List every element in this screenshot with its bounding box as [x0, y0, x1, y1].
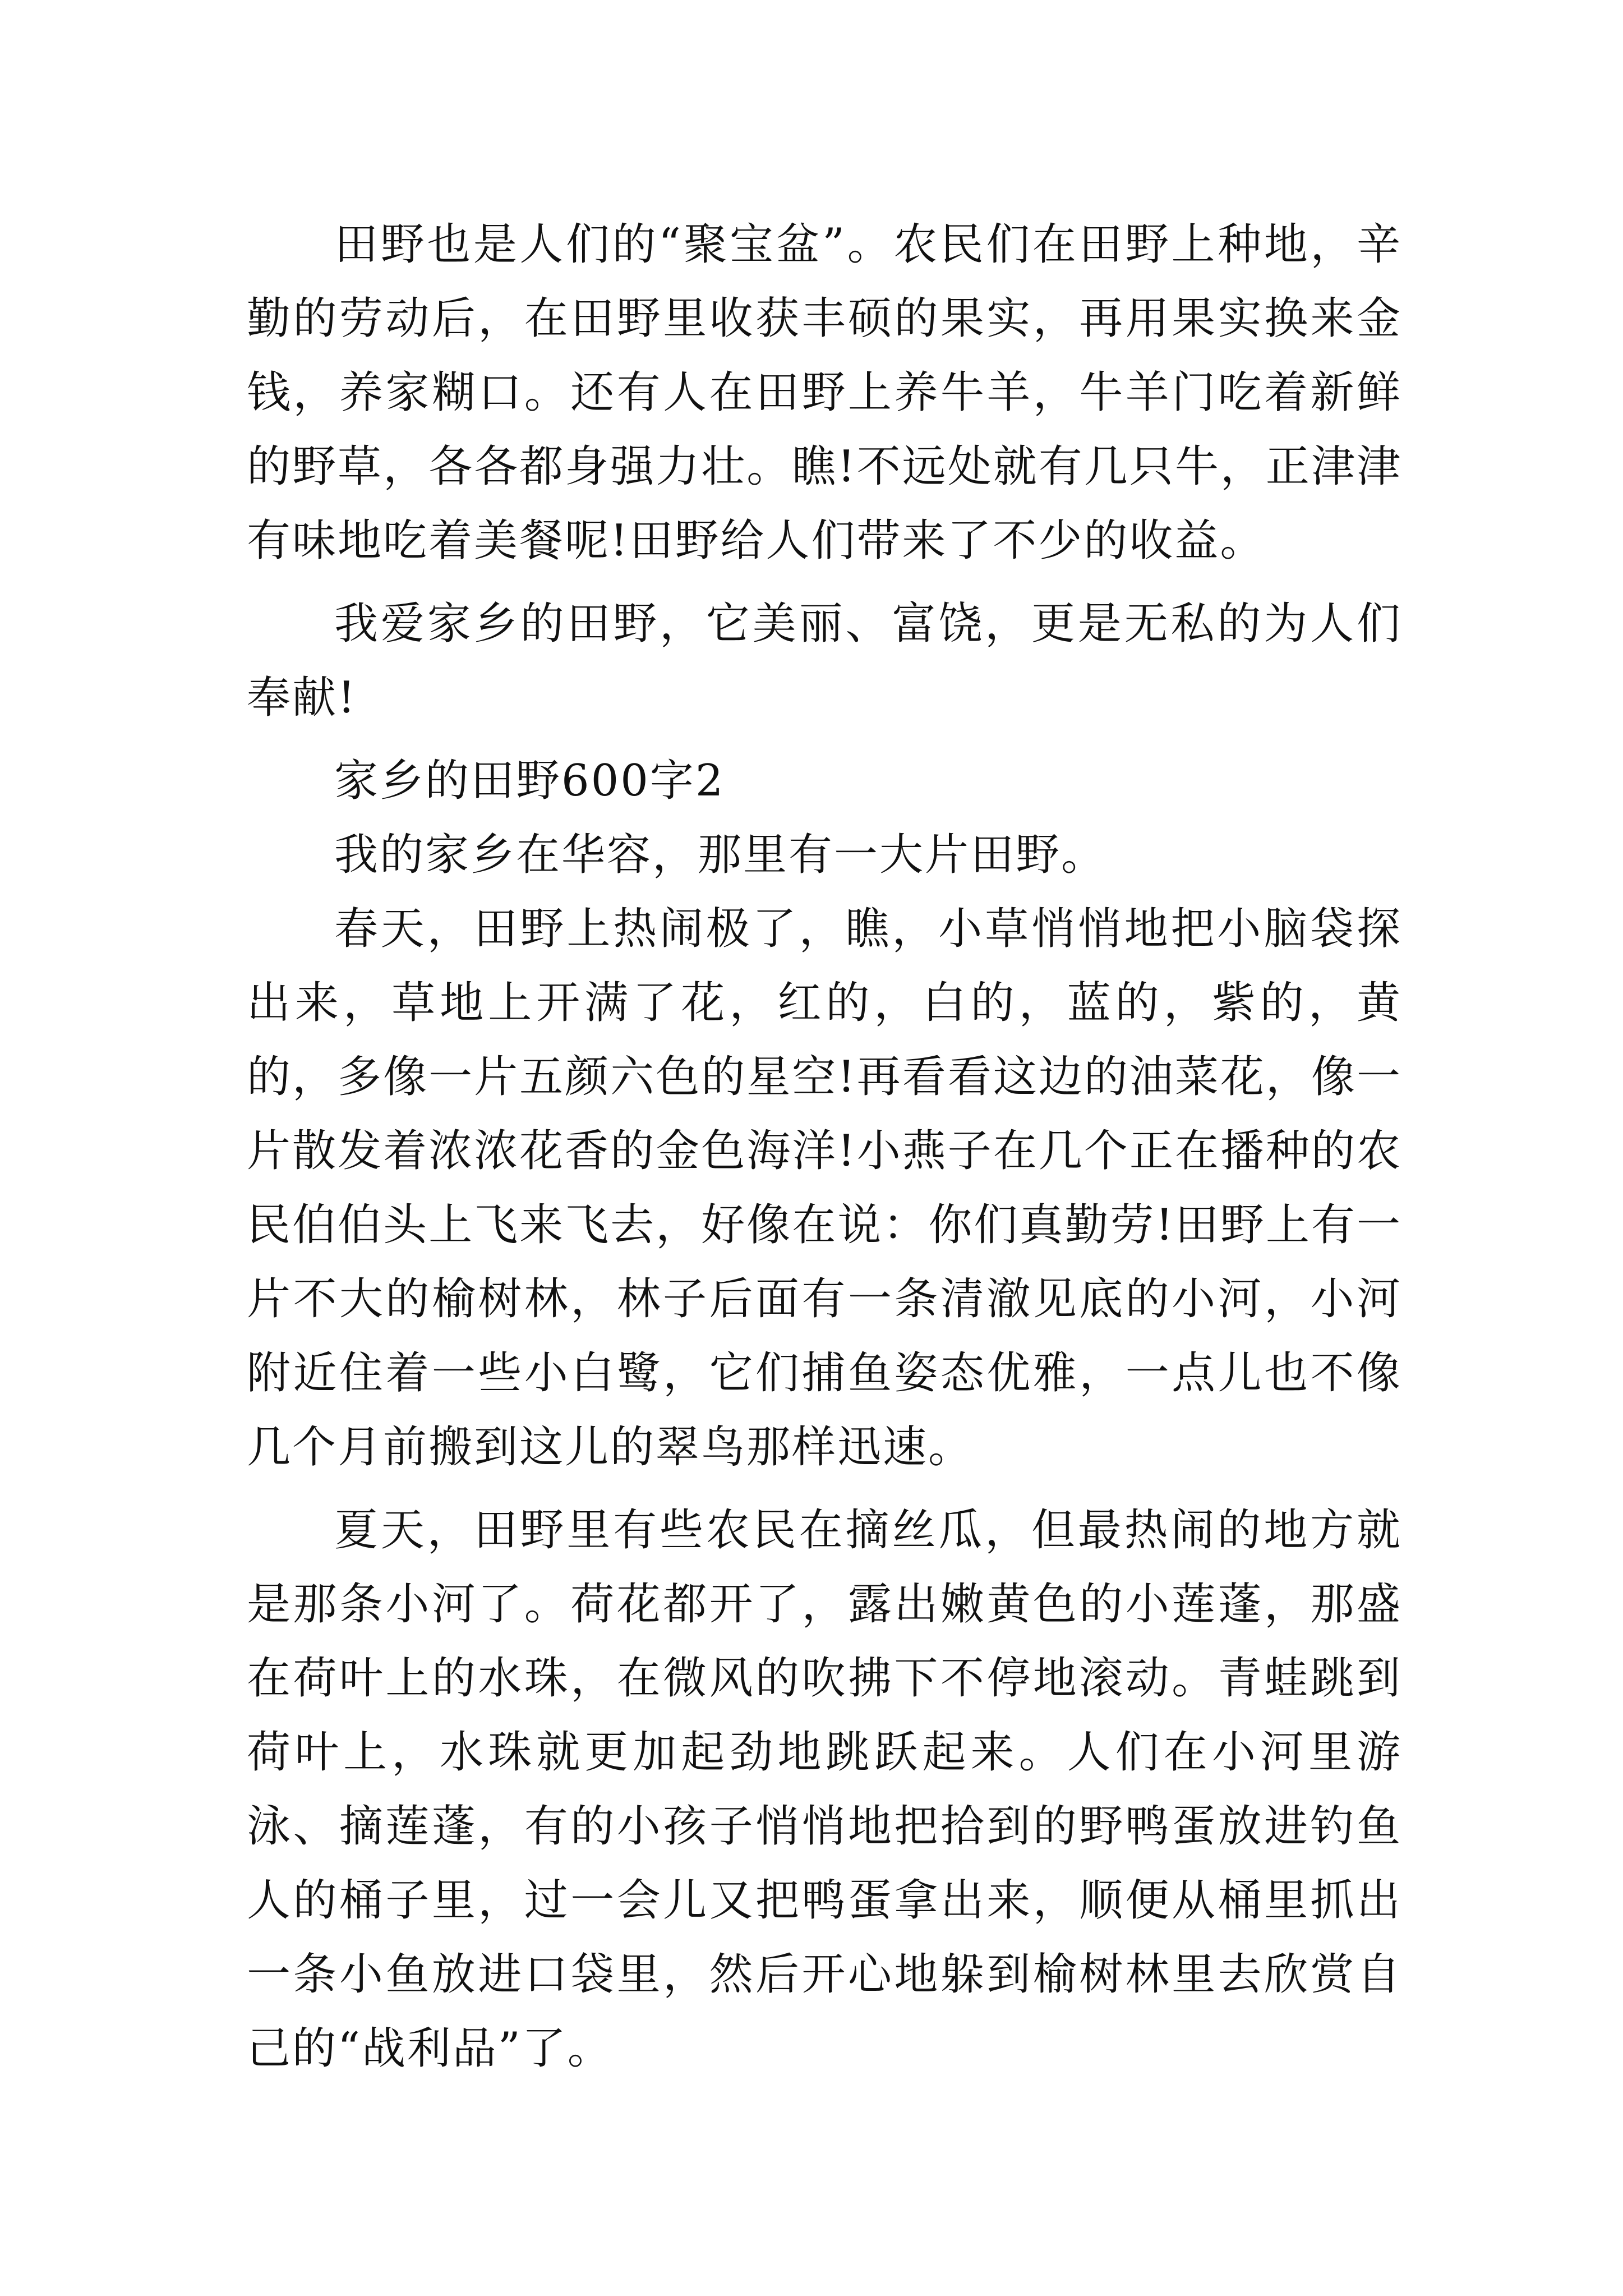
- paragraph-love-fields: 我爱家乡的田野，它美丽、富饶，更是无私的为人们奉献!: [247, 599, 1402, 723]
- paragraph-hometown: 我的家乡在华容，那里有一大片田野。: [334, 830, 1107, 880]
- section-heading: 家乡的田野600字2: [334, 756, 725, 806]
- paragraph-gap: [247, 1484, 1402, 1493]
- paragraph-gap: [247, 735, 1402, 744]
- paragraph-spring: 春天，田野上热闹极了，瞧，小草悄悄地把小脑袋探出来，草地上开满了花，红的，白的，蓝的，紫的，黄的，多像一片五颜六色的星空!再看看这边的油菜花，像一片散发着浓浓花香的金色海洋!小燕子在几个正在播种的农民伯伯头上飞来飞去，好像在说：你们真勤劳!田野上有一片不大的榆树林，林子后面有一条清澈见底的小河，小河附近住着一些小白鹭，它们捕鱼姿态优雅，一点儿也不像几个月前搬到这儿的翠鸟那样迅速。: [247, 904, 1402, 1473]
- article-body: [247, 208, 1402, 2086]
- paragraph-gap: [247, 578, 1402, 587]
- paragraph-summer: 夏天，田野里有些农民在摘丝瓜，但最热闹的地方就是那条小河了。荷花都开了，露出嫩黄色的小莲蓬，那盛在荷叶上的水珠，在微风的吹拂下不停地滚动。青蛙跳到荷叶上，水珠就更加起劲地跳跃起来。人们在小河里游泳、摘莲蓬，有的小孩子悄悄地把拾到的野鸭蛋放进钓鱼人的桶子里，过一会儿又把鸭蛋拿出来，顺便从桶里抓出一条小鱼放进口袋里，然后开心地躲到榆树林里去欣赏自己的“战利品”了。: [247, 1505, 1402, 2074]
- paragraph-harvest: 田野也是人们的“聚宝盆”。农民们在田野上种地，辛勤的劳动后，在田野里收获丰硕的果实，再用果实换来金钱，养家糊口。还有人在田野上养牛羊，牛羊门吃着新鲜的野草，各各都身强力壮。瞧!不远处就有几只牛，正津津有味地吃着美餐呢!田野给人们带来了不少的收益。: [247, 219, 1402, 566]
